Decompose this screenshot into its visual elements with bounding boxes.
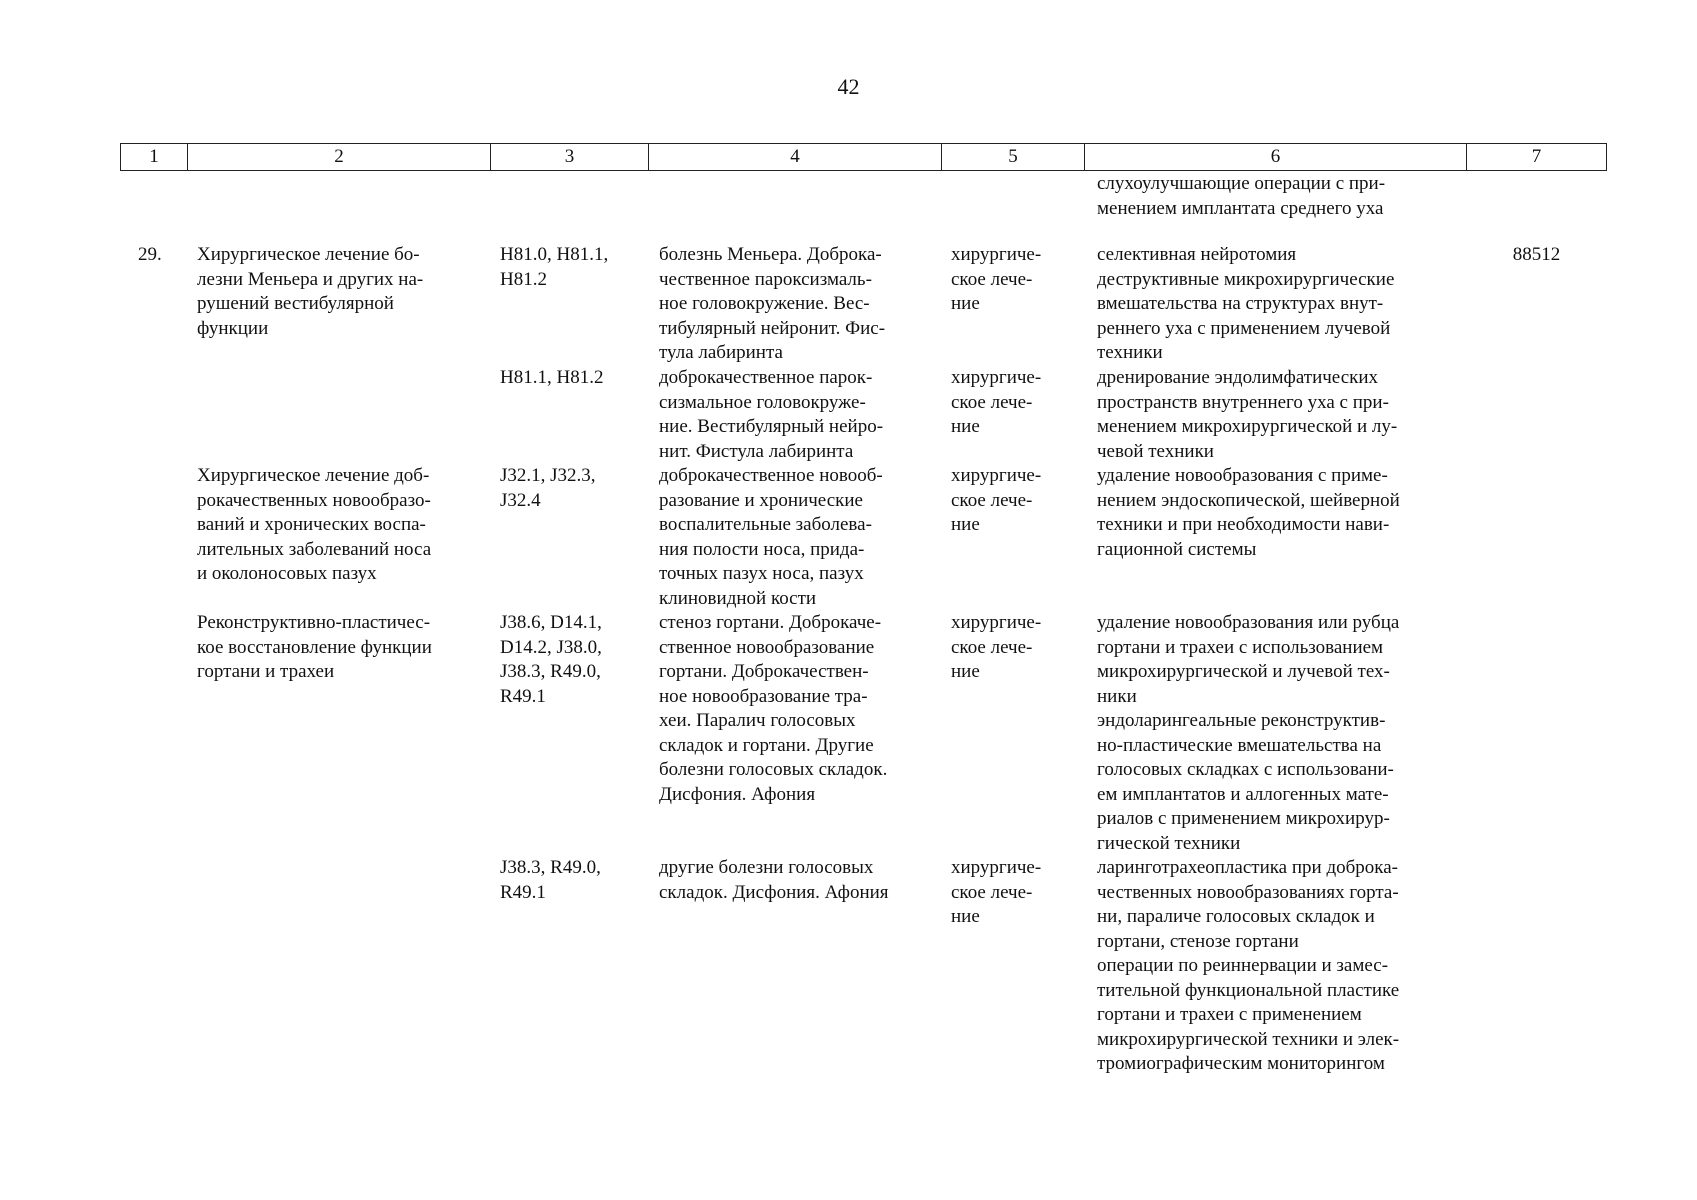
header-col-1: 1: [149, 146, 159, 167]
row-codes: J38.6, D14.1, D14.2, J38.0, J38.3, R49.0, R49.1: [500, 612, 602, 707]
header-divider: [1606, 143, 1607, 170]
row-diagnosis: доброкачественное парок- сизмальное головокруже- ние. Вестибулярный нейро- нит. Фистула лабиринта: [659, 367, 884, 462]
entry-price: 88512: [1512, 244, 1561, 265]
row-methods: удаление новообразования с приме- нением эндоскопической, шейверной техники и при необходимости нави- гационной системы: [1097, 465, 1400, 560]
group-name: Реконструктивно-пластичес- кое восстановление функции гортани и трахеи: [197, 612, 432, 682]
row-codes: J32.1, J32.3, J32.4: [500, 465, 596, 511]
row-codes: H81.0, H81.1, H81.2: [500, 244, 609, 290]
table-header-bottom-rule: [120, 170, 1607, 171]
row-codes: H81.1, H81.2: [500, 367, 604, 388]
row-treatment: хирургиче- ское лече- ние: [951, 244, 1042, 314]
row-treatment: хирургиче- ское лече- ние: [951, 367, 1042, 437]
row-diagnosis: доброкачественное новооб- разование и хронические воспалительные заболева- ния полости носа, прида- точных пазух носа, пазух клиновидной кости: [659, 465, 883, 609]
table-header-top-rule: [120, 143, 1607, 144]
row-treatment: хирургиче- ское лече- ние: [951, 612, 1042, 682]
header-col-5: 5: [1008, 146, 1018, 167]
row-treatment: хирургиче- ское лече- ние: [951, 857, 1042, 927]
row-codes: J38.3, R49.0, R49.1: [500, 857, 601, 903]
header-col-2: 2: [334, 146, 344, 167]
row-treatment: хирургиче- ское лече- ние: [951, 465, 1042, 535]
entry-number: 29.: [138, 244, 162, 265]
header-col-4: 4: [790, 146, 800, 167]
header-col-7: 7: [1531, 146, 1542, 167]
header-col-6: 6: [1270, 146, 1281, 167]
group-name: Хирургическое лечение доб- рокачественных новообразо- ваний и хронических воспа- лительных заболеваний носа и околоносовых пазух: [197, 465, 432, 584]
continuation-method: слухоулучшающие операции с при- менением имплантата среднего уха: [1097, 173, 1386, 219]
header-col-3: 3: [564, 146, 575, 167]
row-methods: селективная нейротомия деструктивные микрохирургические вмешательства на структурах внут- реннего уха с применением лучевой техники: [1097, 244, 1395, 363]
group-name: Хирургическое лечение бо- лезни Меньера и других на- рушений вестибулярной функции: [197, 244, 424, 339]
row-diagnosis: другие болезни голосовых складок. Дисфония. Афония: [659, 857, 889, 903]
row-methods: дренирование эндолимфатических пространств внутреннего уха с при- менением микрохирургической и лу- чевой техники: [1097, 367, 1398, 462]
row-methods: ларинготрахеопластика при доброка- чественных новообразованиях горта- ни, параличе голосовых складок и гортани, стенозе гортани операции по реиннервации и замес- тительной функциональной пластике гортани и трахеи с применением микрохирургической техники и элек- тромиографическим мониторингом: [1097, 857, 1400, 1074]
row-diagnosis: болезнь Меньера. Доброка- чественное пароксизмаль- ное головокружение. Вес- тибулярный нейронит. Фис- тула лабиринта: [659, 244, 886, 363]
page-number: 42: [837, 74, 860, 99]
row-diagnosis: стеноз гортани. Доброкаче- ственное новообразование гортани. Доброкачествен- ное новообразование тра- хеи. Паралич голосовых складок и гортани. Другие болезни голосовых складок. Дисфония. Афония: [659, 612, 888, 805]
row-methods: удаление новообразования или рубца гортани и трахеи с использованием микрохирургической и лучевой тех- ники эндоларингеальные реконструктив- но-пластические вмешательства на голосовых складках с использовани- ем имплантатов и аллогенных мате- риалов с применением микрохирур- гической техники: [1097, 612, 1400, 854]
